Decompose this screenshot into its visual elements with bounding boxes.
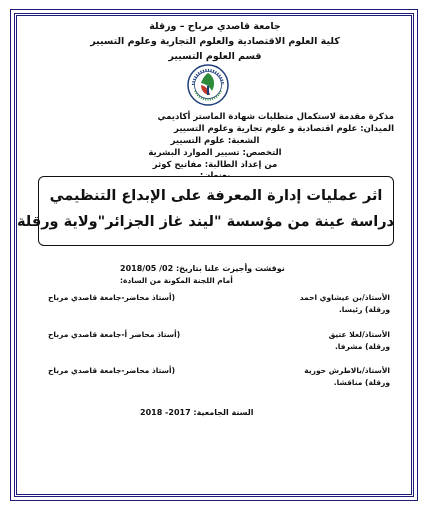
committee-member-rank: (أستاذ محاضر-جامعة قاصدي مرباح: [48, 366, 175, 375]
specialty-line: التخصص: تسيير الموارد البشرية: [148, 148, 282, 158]
thesis-title-line1: اثر عمليات إدارة المعرفة على الإبداع التنظيمي: [49, 188, 383, 204]
student-line: من إعداد الطالبة: مفاتيح كوثر: [152, 160, 278, 170]
defense-date: نوقشت وأجيزت علنا بتاريخ: 02/ 2018/05: [120, 264, 285, 273]
committee-label: أمام اللجنة المكونة من السادة:: [120, 276, 233, 285]
academic-year: السنة الجامعية: 2017- 2018: [140, 408, 254, 417]
committee-member-name: الأستاذ/بالاطرش حورية: [304, 366, 390, 375]
committee-member-role: ورقلة) مناقشا.: [333, 378, 390, 387]
committee-member-role: ورقلة) رئيسا.: [338, 305, 390, 314]
committee-member-name: الأستاذ/بن عيشاوي احمد: [299, 293, 390, 302]
committee-member-role: ورقلة) مشرفا.: [334, 342, 390, 351]
branch-line: الشعبة: علوم التسيير: [170, 136, 260, 146]
university-seal-icon: [187, 64, 229, 106]
faculty-name: كلية العلوم الاقتصادية والعلوم التجارية وعلوم التسيير: [90, 36, 340, 47]
department-name: قسم العلوم التسيير: [168, 51, 262, 62]
thesis-title-line2: دراسة عينة من مؤسسة "ليند غاز الجزائر"ولاية ورقلة: [17, 214, 394, 230]
committee-member-rank: (أستاذ محاضر-جامعة قاصدي مرباح: [48, 293, 175, 302]
committee-member-rank: (أستاذ محاضر أ-جامعة قاصدي مرباح: [48, 330, 181, 339]
field-line: الميدان: علوم اقتصادية و علوم تجارية وعلوم التسيير: [174, 124, 394, 134]
committee-member-name: الأستاذ/لعلا عتيق: [328, 330, 390, 339]
thesis-title-box: [17, 176, 394, 246]
university-logo: [187, 64, 229, 106]
university-name: جامعة قاصدي مرباح – ورقلة: [149, 21, 281, 32]
memo-statement: مذكرة مقدمة لاستكمال متطلبات شهادة الماستر أكاديمي: [157, 112, 394, 122]
